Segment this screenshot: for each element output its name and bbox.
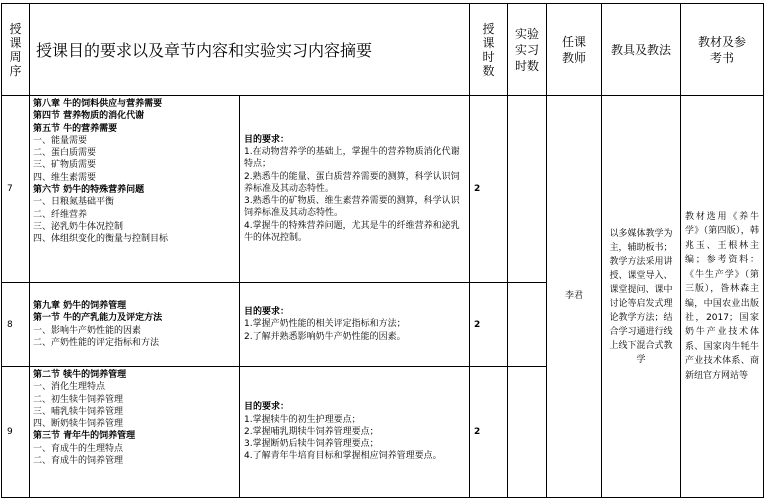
reference-books: 教材选用《养牛学》（第四版），韩兆玉、王根林主编；参考资料：《牛生产学》（第三版），昝林森主编，中国农业出版社，2017；国家奶牛产业技术体系、国家肉牛牦牛产业技术体系、商新纽官方网站等 xyxy=(681,96,764,498)
week-number: 7 xyxy=(2,96,30,283)
lab-hours-value xyxy=(508,283,547,367)
header-row xyxy=(2,4,764,96)
chapter-content: 第八章 牛的饲料供应与营养需要 第四节 营养物质的消化代谢 第五节 牛的营养需要 一、能量需要 二、蛋白质需要 三、矿物质需要 四、维生素需要 第六节 奶牛的特殊营养问题 一、日粮氮基础平衡 二、纤维营养 三、泌乳奶牛体况控制 四、体组织变化的衡量与控制目标 xyxy=(30,96,240,283)
hours-value: 2 xyxy=(470,96,508,283)
objectives: 目的要求： 1.在动物营养学的基础上，掌握牛的营养物质消化代谢特点； 2.熟悉牛的能量、蛋白质营养需要的测算，科学认识饲养标准及其动态特性。 3.熟悉牛的矿物质、维生素营养需要的测算，科学认识饲养标准及其动态特性。 4.掌握牛的特殊营养问题，尤其是牛的纤维营养和泌乳牛的体况控制。 xyxy=(240,96,470,283)
hours-value: 2 xyxy=(470,283,508,367)
header-content: 授课目的要求以及章节内容和实验实习内容摘要 xyxy=(30,4,470,96)
syllabus-table xyxy=(1,3,764,498)
header-refs: 教材及参考书 xyxy=(681,4,764,96)
lab-hours-value xyxy=(508,96,547,283)
chapter-content: 第九章 奶牛的饲养管理 第一节 牛的产乳能力及评定方法 一、影响牛产奶性能的因素 二、产奶性能的评定指标和方法 xyxy=(30,283,240,367)
week-number: 9 xyxy=(2,367,30,498)
hours-value: 2 xyxy=(470,367,508,498)
objectives: 目的要求： 1.掌握产奶性能的相关评定指标和方法； 2.了解并熟悉影响奶牛产奶性能的因素。 xyxy=(240,283,470,367)
header-hours: 授课时数 xyxy=(470,4,508,96)
teaching-methods: 以多媒体教学为主，辅助板书；教学方法采用讲授、课堂导入、课堂提问、课中讨论等启发式理论教学方法；结合学习通进行线上线下混合式教学 xyxy=(602,96,681,498)
table-row xyxy=(2,96,764,283)
header-week: 授课周序 xyxy=(2,4,30,96)
header-methods: 教具及教法 xyxy=(602,4,681,96)
header-lab-hours: 实验实习时数 xyxy=(508,4,547,96)
week-number: 8 xyxy=(2,283,30,367)
header-teacher: 任课教师 xyxy=(547,4,602,96)
lab-hours-value xyxy=(508,367,547,498)
chapter-content: 第二节 犊牛的饲养管理 一、消化生理特点 二、初生犊牛饲养管理 三、哺乳犊牛饲养管理 四、断奶犊牛饲养管理 第三节 青年牛的饲养管理 一、育成牛的生理特点 二、育成牛的饲养管理 xyxy=(30,367,240,498)
objectives: 目的要求： 1.掌握犊牛的初生护理要点； 2.掌握哺乳期犊牛饲养管理要点； 3.掌握断奶后犊牛饲养管理要点； 4.了解青年牛培育目标和掌握相应饲养管理要点。 xyxy=(240,367,470,498)
teacher-name: 李君 xyxy=(547,96,602,498)
